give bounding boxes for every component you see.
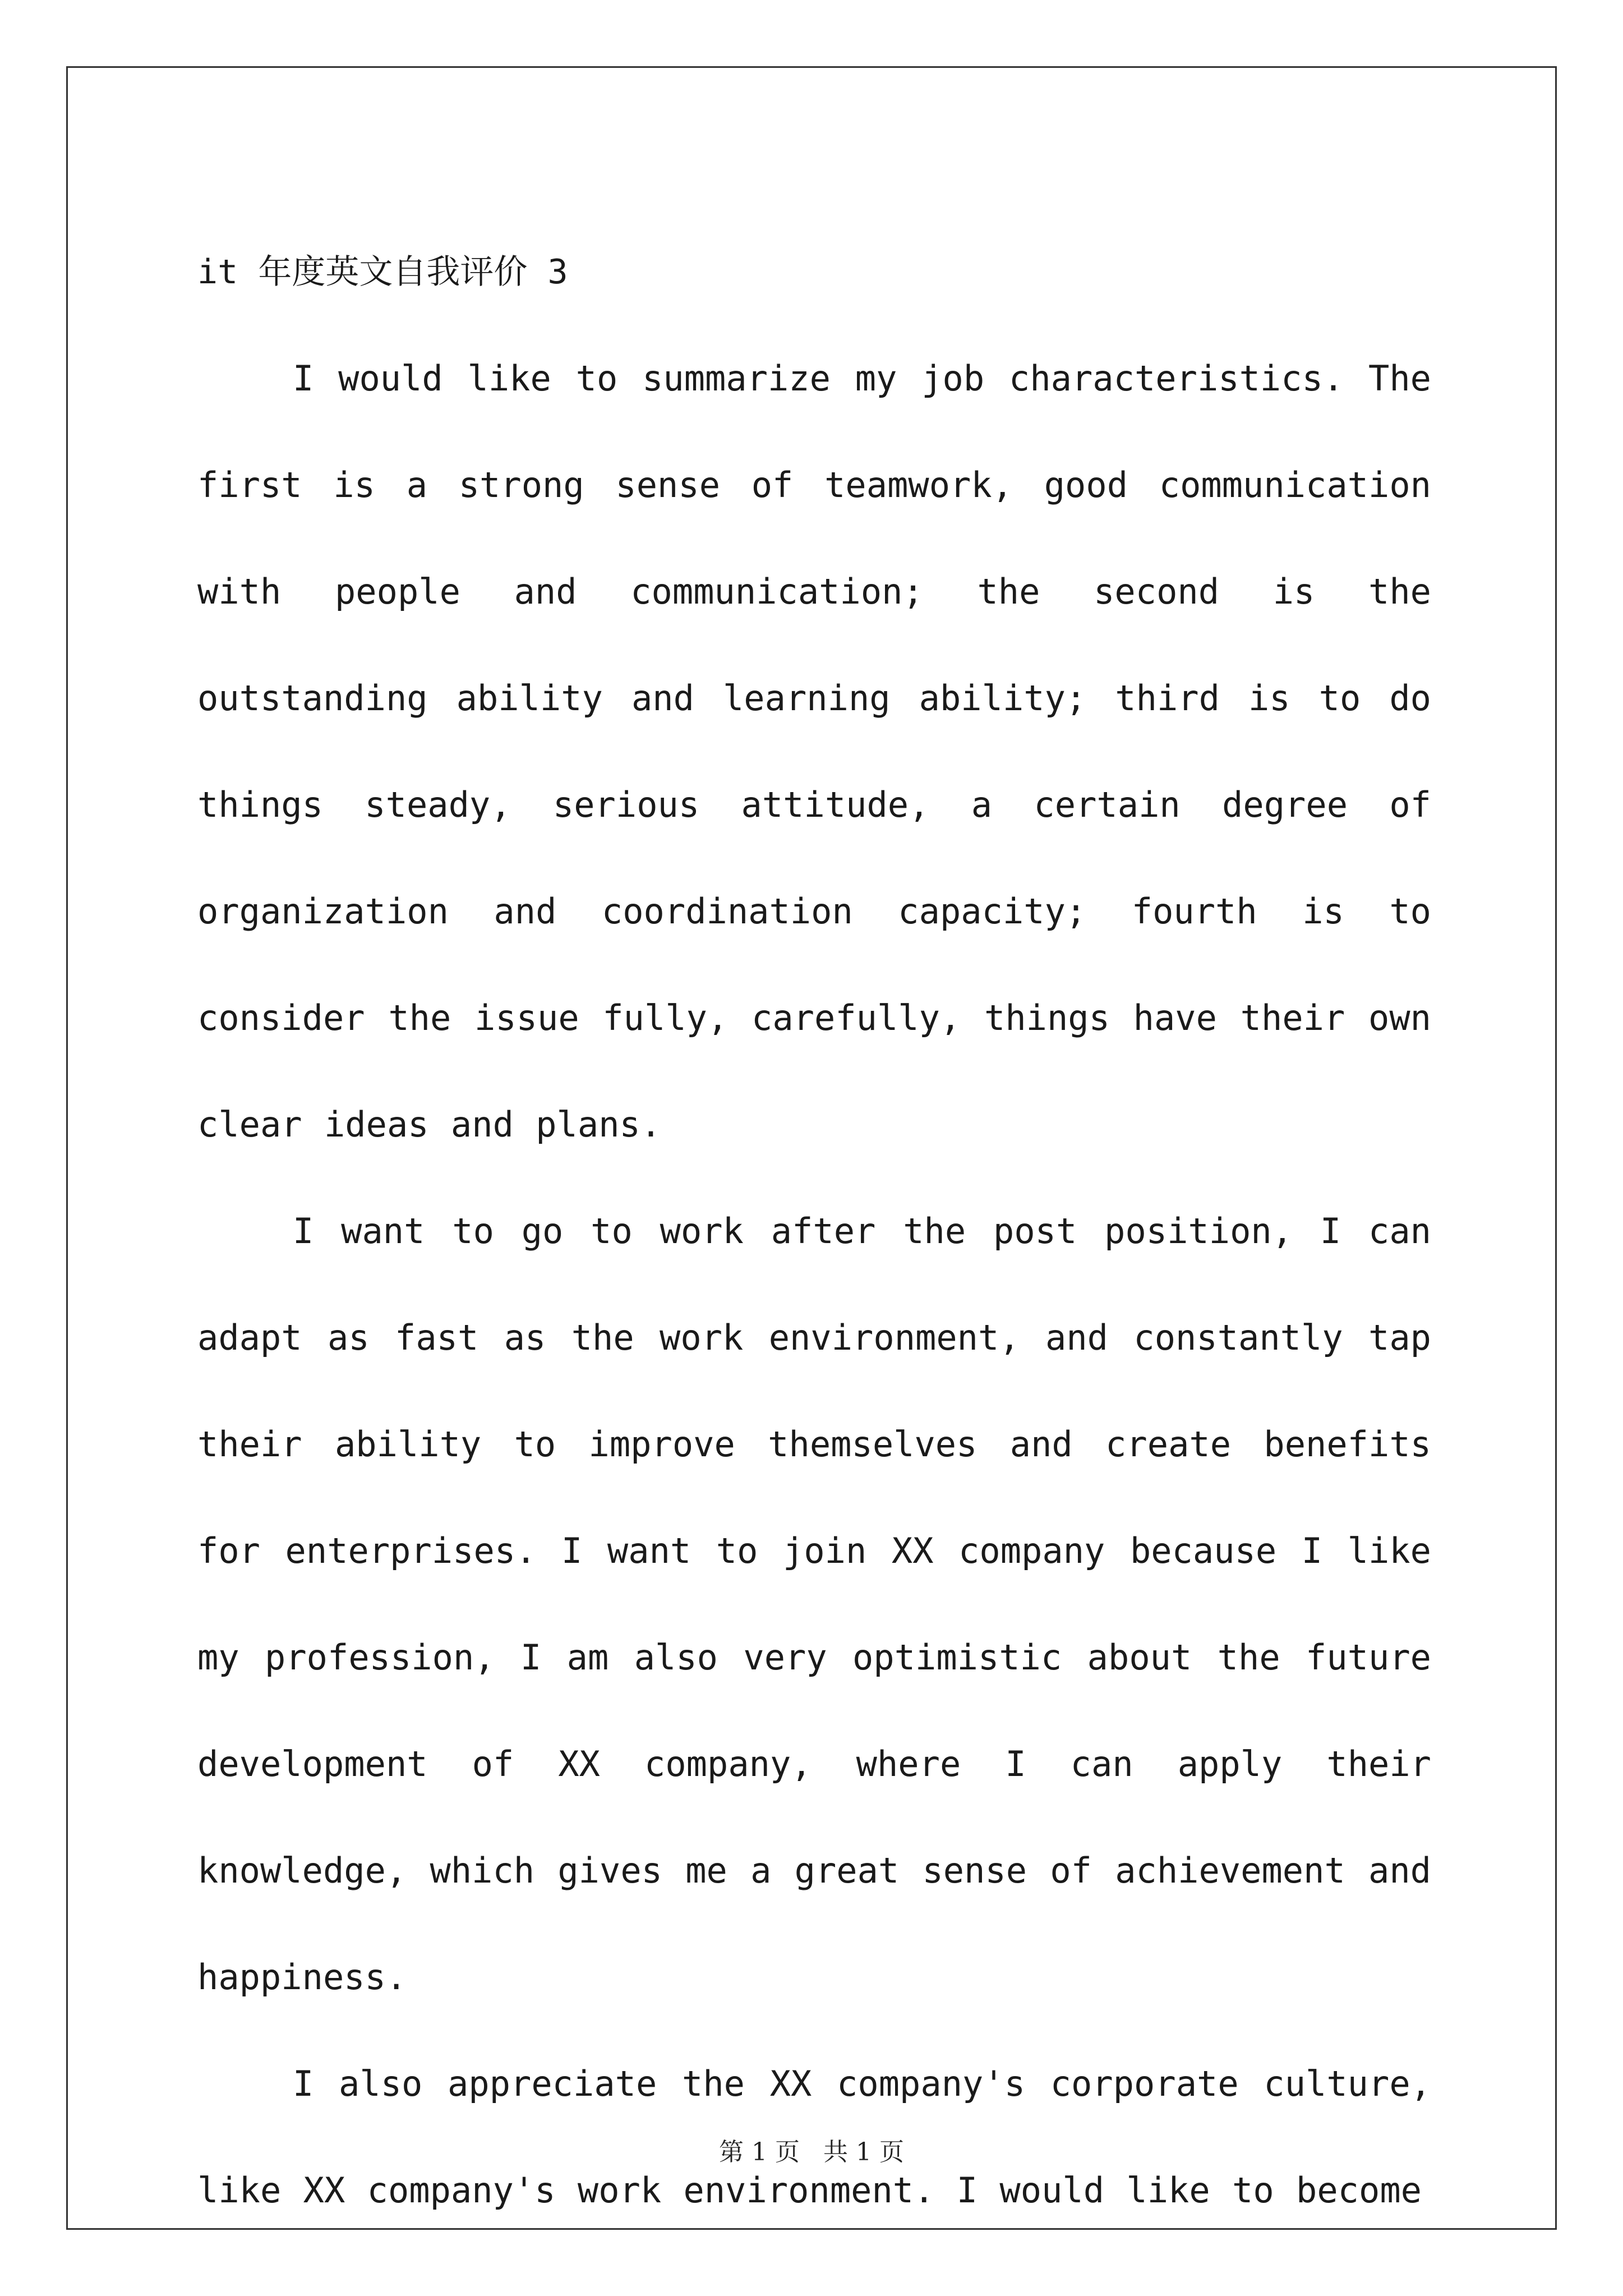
document-body [197,219,1431,2244]
paragraph-2: I want to go to work after the post position, I can adapt as fast as the work environment, and constantly tap their ability to improve themselves and create benefits for enterprises. I want to join XX company because I like my profession, I am also very optimistic about the future development of XX company, where I can apply their knowledge, which gives me a great sense of achievement and happiness. [197,1211,1431,1998]
page-footer: 第 1 页 共 1 页 [719,2138,904,2166]
document-title: it 年度英文自我评价 3 [197,252,568,292]
paragraph-1: I would like to summarize my job characteristics. The first is a strong sense of teamwork, good communication with people and communication; the second is the outstanding ability and learning ability; third is to do things steady, serious attitude, a certain degree of organization and coordination capacity; fourth is to consider the issue fully, carefully, things have their own clear ideas and plans. [197,358,1431,1145]
paragraph-3: I also appreciate the XX company's corporate culture, like XX company's work environment. I would like to become [197,2063,1431,2211]
